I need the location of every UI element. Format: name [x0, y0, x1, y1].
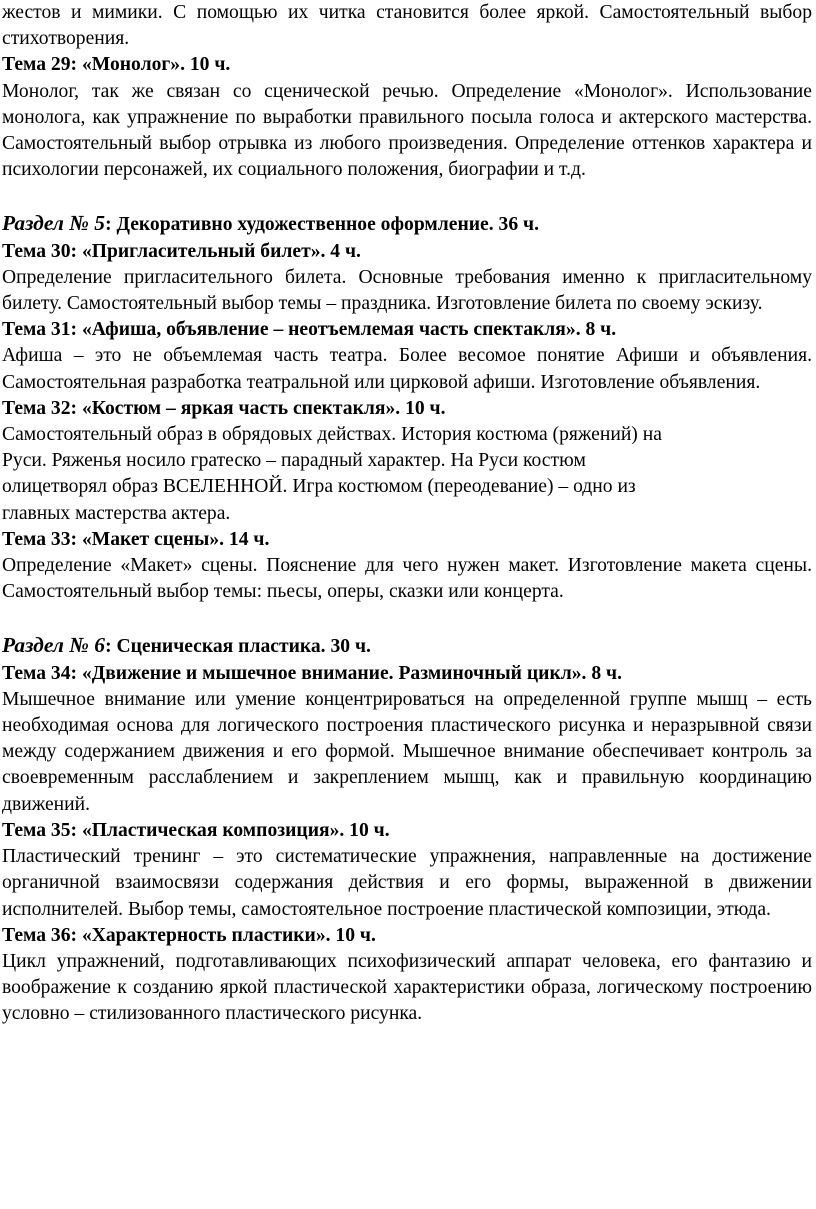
topic-32-line-2: Руси. Ряженья носило гратеско – парадный характер. На Руси костюм [2, 450, 586, 472]
topic-29-heading: Тема 29: «Монолог». 10 ч. [2, 54, 231, 76]
topic-30-heading: Тема 30: «Пригласительный билет». 4 ч. [2, 240, 361, 262]
topic-36-heading: Тема 36: «Характерность пластики». 10 ч. [2, 924, 376, 946]
section-5-number: Раздел № 5 [2, 211, 106, 236]
intro-paragraph: жестов и мимики. С помощью их читка становится более яркой. Самостоятельный выбор стихотворения. [2, 2, 812, 50]
topic-34-heading: Тема 34: «Движение и мышечное внимание. Разминочный цикл». 8 ч. [2, 662, 622, 684]
topic-35-heading: Тема 35: «Пластическая композиция». 10 ч. [2, 819, 390, 841]
section-5-heading [2, 210, 812, 238]
topic-32-heading: Тема 32: «Костюм – яркая часть спектакля». 10 ч. [2, 397, 446, 419]
section-6-title: : Сценическая пластика. 30 ч. [105, 636, 371, 658]
section-6-number: Раздел № 6 [2, 633, 106, 658]
section-5-title: : Декоративно художественное оформление. 36 ч. [105, 214, 539, 236]
topic-29-text: Монолог, так же связан со сценической речью. Определение «Монолог». Использование монолога, как упражнение по выработки правильного посыла голоса и актерского мастерства. Самостоятельный выбор отрывка из любого произведения. Определение оттенков характера и психологии персонажей, их социального положения, биографии и т.д. [2, 80, 812, 181]
topic-32-line-3: олицетворял образ ВСЕЛЕННОЙ. Игра костюмом (переодевание) – одно из [2, 476, 636, 498]
topic-30-text: Определение пригласительного билета. Основные требования именно к пригласительному билету. Самостоятельный выбор темы – праздника. Изготовление билета по своему эскизу. [2, 266, 812, 315]
topic-31-heading: Тема 31: «Афиша, объявление – неотъемлемая часть спектакля». 8 ч. [2, 319, 617, 341]
topic-32-line-1: Самостоятельный образ в обрядовых действах. История костюма (ряжений) на [2, 424, 662, 446]
topic-35-text: Пластический тренинг – это систематические упражнения, направленные на достижение органичной взаимосвязи содержания действия и его формы, выраженной в движении исполнителей. Выбор темы, самостоятельное построение пластической композиции, этюда. [2, 846, 812, 920]
topic-32-line-4: главных мастерства актера. [2, 502, 231, 524]
section-6-heading [2, 632, 812, 660]
topic-33-text: Определение «Макет» сцены. Пояснение для чего нужен макет. Изготовление макета сцены. Самостоятельный выбор темы: пьесы, оперы, сказки или концерта. [2, 555, 812, 603]
topic-36-text: Цикл упражнений, подготавливающих психофизический аппарат человека, его фантазию и воображение к созданию яркой пластической характеристики образа, логическому построению условно – стилизованного пластического рисунка. [2, 950, 812, 1025]
topic-31-text: Афиша – это не объемлемая часть театра. Более весомое понятие Афиши и объявления. Самостоятельная разработка театральной или цирковой афиши. Изготовление объявления. [2, 345, 812, 393]
topic-33-heading: Тема 33: «Макет сцены». 14 ч. [2, 528, 270, 550]
topic-34-text: Мышечное внимание или умение концентрироваться на определенной группе мышц – есть необходимая основа для логического построения пластического рисунка и неразрывной связи между содержанием движения и его формой. Мышечное внимание обеспечивает контроль за своевременным расслаблением и закреплением мышц, как и правильную координацию движений. [2, 688, 812, 815]
